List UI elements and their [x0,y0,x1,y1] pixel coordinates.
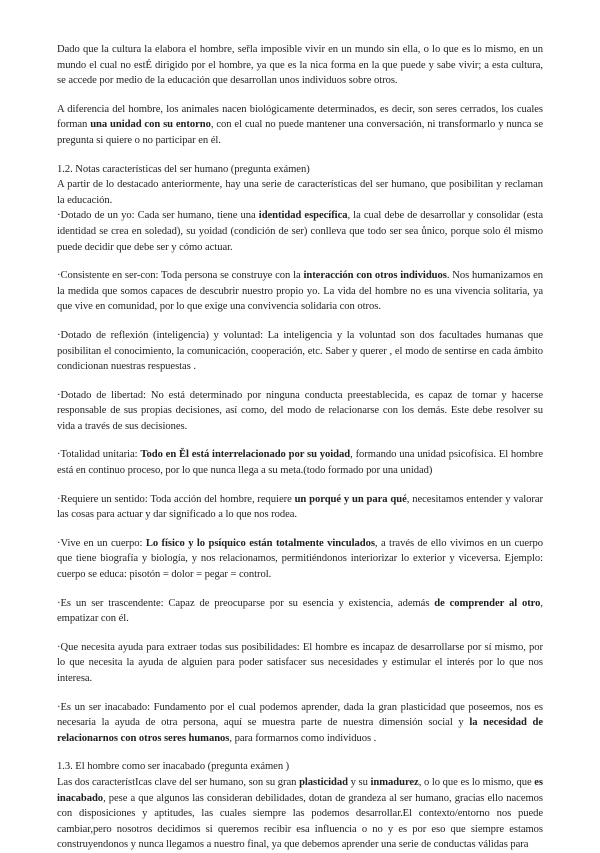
paragraph-cultura: Dado que la cultura la elabora el hombre, seřla imposible vivir en un mundo sin ella, o lo que es lo mismo, en un mundo el cual no estÉ dirigido por el hombre, ya que es la nica forma en la que puede y sabe vivir; a esta cultura, se accede por medio de la educación que desarrollan unos individuos sobre otros. [57,44,543,87]
item-inacabado: ·Es un ser inacabado: Fundamento por el cual podemos aprender, dada la gran plasticidad que poseemos, nos es necesaria la ayuda de otra persona, aquí se muestra parte de nuestra dimensión social y la necesidad de relacionarnos con otros seres humanos, para formarnos como individuos . [57,701,543,744]
section-heading-1-2: 1.2. Notas características del ser humano (pregunta exámen) [57,163,310,175]
bold-plasticidad: plasticidad [299,776,348,788]
paragraph-animales: A diferencia del hombre, los animales nacen biológicamente determinados, es decir, son seres cerrados, los cuales forman una unidad con su entorno, con el cual no puede mantener una conversación, ni transformarlo y nunca se pregunta si quiere o no participar en él. [57,103,544,146]
bold-totalidad: Todo en Ěl está interrelacionado por su yoidad [140,449,351,461]
bold-relacionarnos: la necesidad de relacionarnos con otros seres humanos [57,717,543,744]
bold-identidad: identidad específica [258,210,348,222]
bold-comprender: de comprender al otro [434,597,541,609]
item-cuerpo: ·Vive en un cuerpo: Lo físico y lo psíquico están totalmente vinculados, a través de ello vivimos en un cuerpo que tiene biografía y biología, y nos relacionamos, permitiéndonos interiorizar lo exterior y viceversa. Ejemplo: cuerpo se educa: pisotón = dolor = pegar = control. [57,537,544,581]
bold-porque: un porqué y un para qué [294,493,407,505]
section-heading-1-3: 1.3. El hombre como ser inacabado (pregunta exámen ) [57,761,290,773]
paragraph-inacabado-body: Las dos característIcas clave del ser humano, son su gran plasticidad y su inmadurez, o lo que es lo mismo, que es inacabado, pese a que algunos las consideran debilidades, dotan de grandeza al ser humano, gracias ello nacemos con disposiciones y aptitudes, las cuales siempre las podemos desarrollar.El contexto/entorno nos puede cambiar,pero nosotros decidimos si queremos recibir esa influencia o no y es por eso que siempre estamos construyendonos y nunca llegamos a nuestro final, ya que debemos aprender una serie de conductas válidas para [57,776,543,851]
item-ser-con: ·Consistente en ser-con: Toda persona se construye con la interacción con otros individuos. Nos humanizamos en la medida que somos capaces de descubrir nuestro propio yo. La vida del hombre no es una vivencia solitaria, ya que vive en comunidad, por lo que exige una convivencia solidaria con otros. [57,270,543,313]
item-libertad: ·Dotado de libertad: No está determinado por ninguna conducta preestablecida, es capaz de tomar y hacerse responsable de sus propias decisiones, así como, del modo de relacionarse con los demás. Este debe resolver su vida a través de sus decisiones. [57,389,543,432]
bold-es-inacabado: es inacabado [57,776,543,804]
item-ayuda: ·Que necesita ayuda para extraer todas sus posibilidades: El hombre es incapaz de desarrollarse por sí mismo, por lo que necesita la ayuda de alguien para poder satisfacer sus necesidades y estimular el interés por lo que nos interesa. [57,641,543,684]
bold-unidad-entorno: una unidad con su entorno [90,119,211,131]
item-trascendente: ·Es un ser trascendente: Capaz de preocuparse por su esencia y existencia, además de comprender al otro, empatizar con él. [57,597,543,625]
paragraph-intro-1-2: A partir de lo destacado anteriormente, hay una serie de características del ser humano, que posibilitan y reclaman la educación. [57,179,543,206]
item-dotado-de-un-yo: ·Dotado de un yo: Cada ser humano, tiene una identidad específica, la cual debe de desarrollar y consolidar (esta identidad se crea en soledad), su yoidad (condición de ser) conlleva que todo ser sea ůnico, porque solo él mismo puede decidir que debe ser y cómo actuar. [57,210,543,253]
bold-inmadurez: inmadurez [370,776,419,788]
bold-interaccion: interacción con otros individuos [303,270,447,282]
bold-fisico-psiquico: Lo físico y lo psíquico están totalmente vinculados [145,537,375,549]
item-totalidad: ·Totalidad unitaria: Todo en Ěl está interrelacionado por su yoidad, formando una unidad psicofísica. El hombre está en continuo proceso, por lo que nunca llega a su meta.(todo formado por una unidad) [57,449,543,477]
item-sentido: ·Requiere un sentido: Toda acción del hombre, requiere un porqué y un para qué, necesitamos entender y valorar las cosas para actuar y dar significado a lo que nos rodea. [57,493,543,521]
item-reflexion: ·Dotado de reflexión (inteligencia) y voluntad: La inteligencia y la voluntad son dos facultades humanas que posibilitan el conocimiento, la comunicación, cooperación, etc. Saber y querer , el modo de sentirse en cada ámbito condicionan nuestras respuestas . [57,329,543,373]
